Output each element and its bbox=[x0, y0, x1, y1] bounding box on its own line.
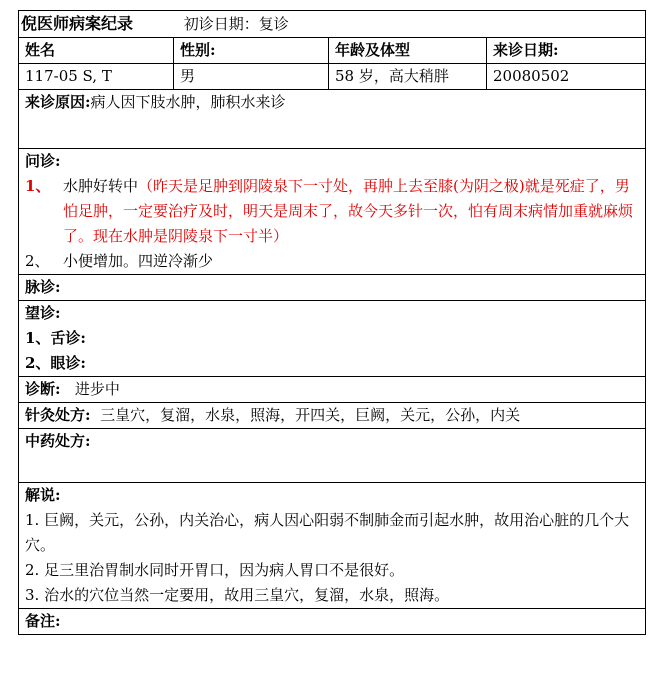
date-label: 来诊日期: bbox=[487, 38, 646, 64]
explanation-item-2: 2. 足三里治胃制水同时开胃口，因为病人胃口不是很好。 bbox=[25, 561, 405, 579]
inquiry-item-1 bbox=[25, 174, 639, 249]
explanation-item-1: 1. 巨阙，关元，公孙，内关治心，病人因心阳弱不制肺金而引起水肿，故用治心脏的几个大穴。 bbox=[25, 511, 630, 554]
inquiry-item-number: 2、 bbox=[25, 252, 50, 270]
inquiry-item-2 bbox=[25, 249, 639, 274]
explanation-label: 解说: bbox=[25, 486, 61, 504]
inquiry-item-number: 1、 bbox=[25, 177, 51, 195]
medical-record bbox=[18, 10, 645, 635]
diagnosis-section bbox=[19, 377, 646, 403]
inquiry-item-lead: 小便增加。四逆冷渐少 bbox=[63, 252, 214, 270]
tongue-label: 1、舌诊: bbox=[25, 329, 86, 347]
reason-text: 病人因下肢水肿，肺积水来诊 bbox=[90, 93, 286, 111]
patient-name: 117-05 S, T bbox=[19, 64, 174, 90]
diagnosis-text: 进步中 bbox=[74, 380, 120, 398]
patient-gender: 男 bbox=[174, 64, 329, 90]
reason-label: 来诊原因: bbox=[25, 93, 91, 111]
record-title: 倪医师病案纪录 bbox=[21, 14, 134, 33]
herbal-section bbox=[19, 429, 646, 483]
inquiry-label: 问诊: bbox=[25, 152, 61, 170]
notes-section: 备注: bbox=[19, 609, 646, 635]
inquiry-item-lead: 水肿好转中 bbox=[63, 177, 139, 195]
explanation-section bbox=[19, 483, 646, 609]
record-table bbox=[18, 10, 646, 635]
visit-date: 20080502 bbox=[487, 64, 646, 90]
inquiry-section bbox=[19, 149, 646, 275]
diagnosis-label: 诊断: bbox=[25, 380, 61, 398]
name-label: 姓名 bbox=[19, 38, 174, 64]
inquiry-item-detail: （昨天是足肿到阴陵泉下一寸处，再肿上去至膝(为阴之极)就是死症了，男怕足肿，一定要治疗及时，明天是周末了，故今天多针一次，怕有周末病情加重就麻烦了。现在水肿是阴陵泉下一寸半） bbox=[63, 177, 634, 245]
gender-label: 性别: bbox=[174, 38, 329, 64]
acupuncture-label: 针灸处方: bbox=[25, 406, 91, 424]
visit-type: 初诊日期：复诊 bbox=[183, 15, 289, 33]
age-label: 年龄及体型 bbox=[329, 38, 487, 64]
pulse-section: 脉诊: bbox=[19, 275, 646, 301]
herbal-label: 中药处方: bbox=[25, 432, 91, 450]
observation-section bbox=[19, 301, 646, 377]
acupuncture-section bbox=[19, 403, 646, 429]
observation-label: 望诊: bbox=[25, 304, 61, 322]
acupuncture-text: 三皇穴，复溜，水泉，照海，开四关，巨阙，关元，公孙，内关 bbox=[100, 406, 521, 424]
eye-label: 2、眼诊: bbox=[25, 354, 86, 372]
patient-age: 58 岁，高大稍胖 bbox=[329, 64, 487, 90]
explanation-item-3: 3. 治水的穴位当然一定要用，故用三皇穴，复溜，水泉，照海。 bbox=[25, 586, 450, 604]
reason-section bbox=[19, 90, 646, 149]
record-header bbox=[19, 11, 646, 38]
